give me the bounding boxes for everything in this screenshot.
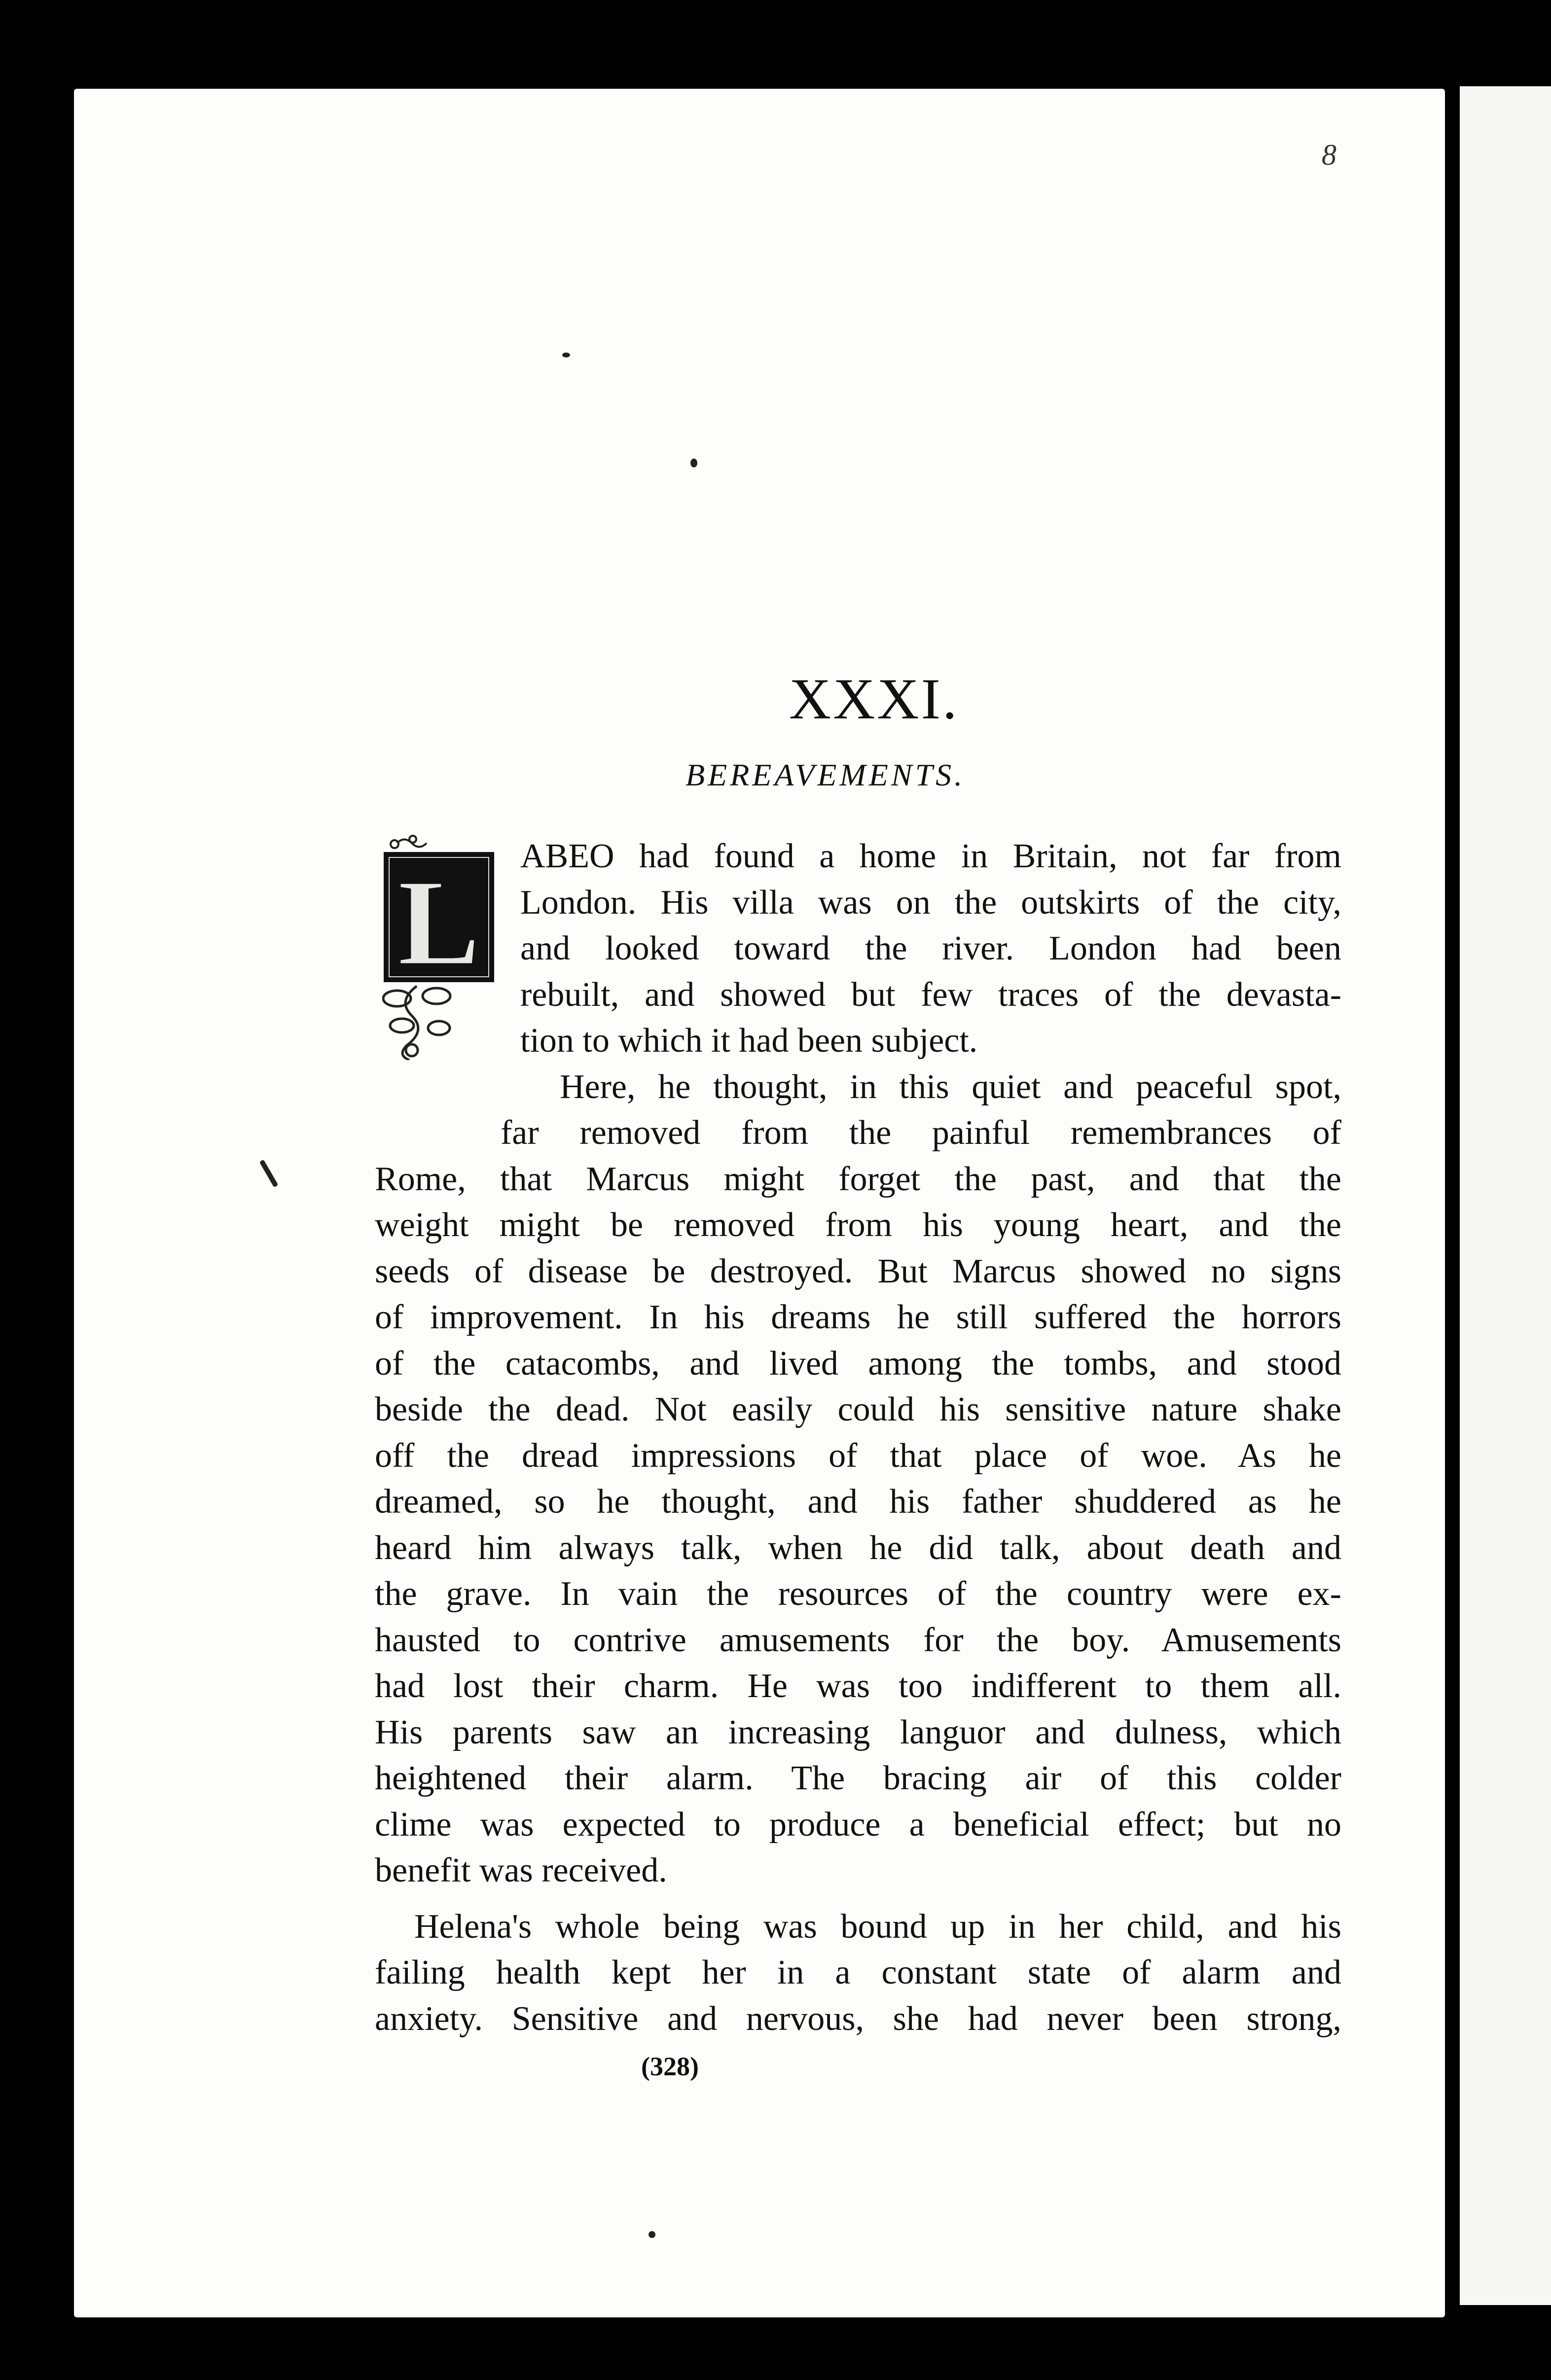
- adjacent-page-edge: [1460, 86, 1551, 2305]
- text-line: heard him always talk, when he did talk, about death and: [375, 1528, 1341, 1567]
- text-line: of the catacombs, and lived among the tombs, and stood: [375, 1344, 1341, 1383]
- text-line: benefit was received.: [375, 1851, 667, 1889]
- corner-mark: 8: [1322, 139, 1336, 171]
- text-line: Here, he thought, in this quiet and peaceful spot,: [560, 1067, 1341, 1106]
- text-line: rebuilt, and showed but few traces of the devasta-: [520, 975, 1341, 1014]
- text-line: ABEO had found a home in Britain, not far from: [520, 837, 1341, 875]
- text-line: His parents saw an increasing languor and dulness, which: [375, 1713, 1341, 1751]
- text-line: seeds of disease be destroyed. But Marcus showed no signs: [375, 1252, 1341, 1290]
- text-line: dreamed, so he thought, and his father shuddered as he: [375, 1483, 1341, 1521]
- text-line: London. His villa was on the outskirts of the city,: [520, 883, 1341, 922]
- text-line: the grave. In vain the resources of the country were ex-: [375, 1575, 1341, 1613]
- drop-cap-letter: L: [397, 854, 480, 991]
- text-line: far removed from the painful remembrances of: [501, 1114, 1341, 1152]
- chapter-title: BEREAVEMENTS.: [685, 757, 966, 792]
- text-line: tion to which it had been subject.: [520, 1022, 978, 1060]
- text-line: weight might be removed from his young heart, and the: [375, 1206, 1341, 1244]
- text-line: Rome, that Marcus might forget the past, and that the: [375, 1160, 1341, 1198]
- page-gutter-shadow: [1445, 86, 1460, 2305]
- text-line: of improvement. In his dreams he still suffered the horrors: [375, 1298, 1341, 1336]
- text-line: had lost their charm. He was too indifferent to them all.: [375, 1667, 1341, 1705]
- text-line: hausted to contrive amusements for the boy. Amusements: [375, 1621, 1341, 1659]
- body-text: [375, 833, 1341, 2042]
- text-line: off the dread impressions of that place of woe. As he: [375, 1436, 1341, 1475]
- text-line: beside the dead. Not easily could his sensitive nature shake: [375, 1390, 1341, 1428]
- text-line: heightened their alarm. The bracing air of this colder: [375, 1759, 1341, 1797]
- text-line: clime was expected to produce a beneficial effect; but no: [375, 1805, 1341, 1844]
- text-line: failing health kept her in a constant state of alarm and: [375, 1954, 1341, 1991]
- text-line: Helena's whole being was bound up in her child, and his: [414, 1907, 1341, 1946]
- chapter-number: XXXI.: [789, 667, 959, 731]
- page-number: (328): [641, 2052, 699, 2081]
- scan-speck: [562, 353, 570, 357]
- scan-speck: [690, 459, 697, 467]
- text-line: anxiety. Sensitive and nervous, she had never been strong,: [375, 1999, 1341, 2038]
- text-line: and looked toward the river. London had been: [520, 929, 1341, 967]
- scan-speck: [649, 2231, 655, 2238]
